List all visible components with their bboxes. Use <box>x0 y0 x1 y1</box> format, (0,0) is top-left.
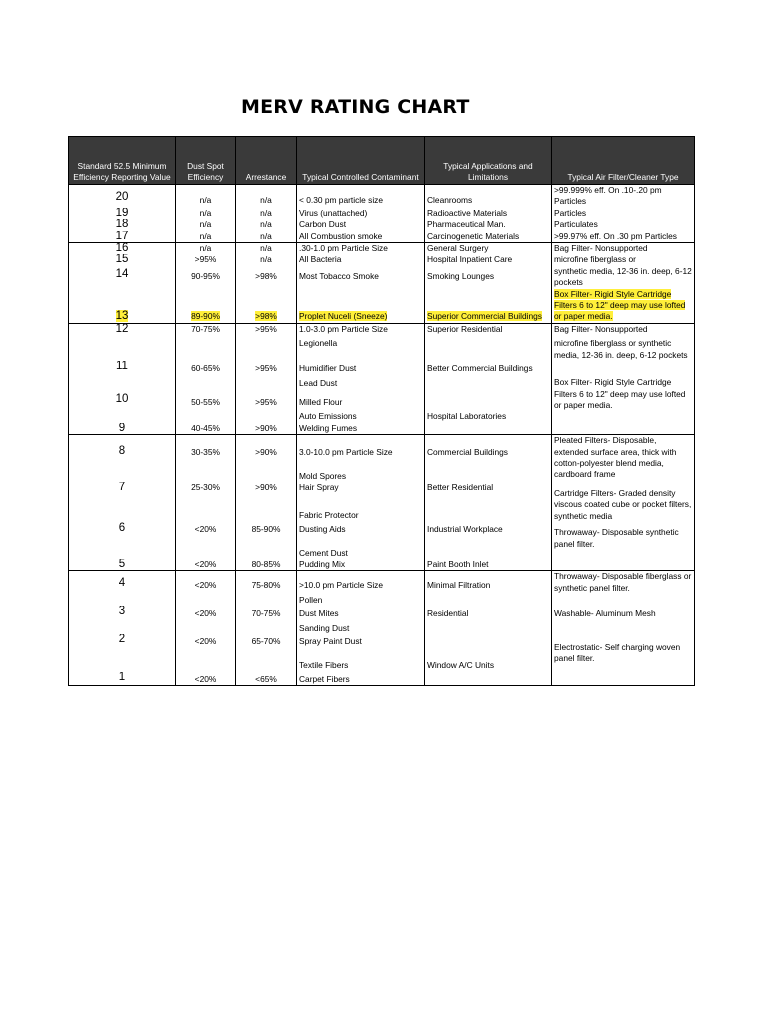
application-cell: General Surgery <box>425 243 552 255</box>
table-row <box>69 254 695 265</box>
arrestance-cell: >90% <box>236 482 297 522</box>
dust-spot-cell: <20% <box>176 522 236 559</box>
group-merv-9-12 <box>69 323 695 434</box>
contaminant-line: Spray Paint Dust <box>299 636 362 646</box>
contaminant-line: 3.0-10.0 pm Particle Size <box>299 447 393 458</box>
dust-spot-cell <box>176 289 236 324</box>
table-row <box>69 672 695 686</box>
arrestance-cell: 85-90% <box>236 522 297 559</box>
header-merv: Standard 52.5 Minimum Efficiency Reporting Value <box>69 137 176 185</box>
contaminant-cell: < 0.30 pm particle size <box>297 185 425 208</box>
table-row <box>69 559 695 571</box>
arrestance-cell: >95% <box>236 361 297 389</box>
merv-value: 5 <box>69 559 176 571</box>
filter-type-cell: Bag Filter- Nonsupported <box>552 243 695 255</box>
filter-type-cell: Particles <box>552 208 695 219</box>
merv-rating-table <box>68 136 695 686</box>
group-merv-13-16 <box>69 243 695 324</box>
application-cell: Residential <box>425 606 552 634</box>
merv-value: 3 <box>69 606 176 634</box>
merv-value: 16 <box>69 243 176 255</box>
table-row <box>69 606 695 634</box>
contaminant-cell: All Combustion smoke <box>297 231 425 243</box>
filter-type-cell <box>552 323 695 361</box>
contaminant-line: Hair Spray <box>299 481 339 492</box>
dust-spot-cell: 30-35% <box>176 435 236 482</box>
dust-spot-cell: <20% <box>176 606 236 634</box>
table-row <box>69 482 695 522</box>
application-cell <box>425 672 552 686</box>
filter-type-cell: microfine fiberglass or <box>552 254 695 265</box>
merv-value: 19 <box>69 208 176 219</box>
contaminant-cell: Welding Fumes <box>297 423 425 435</box>
application-cell: Radioactive Materials <box>425 208 552 219</box>
contaminant-line: Lead Dust <box>299 377 338 388</box>
contaminant-cell <box>297 522 425 559</box>
dust-spot-cell: n/a <box>176 243 236 255</box>
filter-type-cell: synthetic media, 12-36 in. deep, 6-12 pockets <box>552 266 695 289</box>
highlighted-text: 89-90% <box>191 311 220 322</box>
application-cell: Better Commercial Buildings <box>425 361 552 389</box>
contaminant-cell <box>297 389 425 423</box>
header-dust-spot: Dust Spot Efficiency <box>176 137 236 185</box>
application-cell <box>425 289 552 324</box>
contaminant-cell <box>297 606 425 634</box>
highlighted-text: Superior Commercial Buildings <box>427 311 542 322</box>
contaminant-cell <box>297 361 425 389</box>
filter-type-cell: >99.97% eff. On .30 pm Particles <box>552 231 695 243</box>
filter-type-cell: Pleated Filters- Disposable, extended surface area, thick with cotton-polyester blend media, cardboard frame <box>552 435 695 482</box>
dust-spot-cell: 40-45% <box>176 423 236 435</box>
table-row <box>69 522 695 559</box>
table-row <box>69 435 695 482</box>
dust-spot-cell: <20% <box>176 634 236 672</box>
dust-spot-cell: 60-65% <box>176 361 236 389</box>
application-cell: Pharmaceutical Man. <box>425 219 552 230</box>
merv-value: 7 <box>69 482 176 522</box>
dust-spot-cell: <20% <box>176 571 236 606</box>
filter-type-cell: Electrostatic- Self charging woven panel filter. <box>552 634 695 672</box>
arrestance-cell <box>236 289 297 324</box>
contaminant-line: 1.0-3.0 pm Particle Size <box>299 323 388 334</box>
dust-spot-cell: <20% <box>176 559 236 571</box>
merv-value: 18 <box>69 219 176 230</box>
contaminant-line: Auto Emissions <box>299 411 357 422</box>
table-row <box>69 243 695 255</box>
dust-spot-cell: n/a <box>176 231 236 243</box>
contaminant-cell <box>297 435 425 482</box>
filter-type-cell: Washable- Aluminum Mesh <box>552 606 695 634</box>
highlighted-text: Box Filter- Rigid Style Cartridge Filters 6 to 12" deep may use lofted or paper media. <box>554 288 686 322</box>
table-row <box>69 323 695 361</box>
arrestance-cell: >90% <box>236 423 297 435</box>
highlighted-text: Proplet Nuceli (Sneeze) <box>299 311 388 322</box>
contaminant-line: Pollen <box>299 594 323 605</box>
contaminant-line: Sanding Dust <box>299 622 350 633</box>
filter-line: microfine fiberglass or synthetic media, 12-36 in. deep, 6-12 pockets <box>554 338 688 360</box>
merv-value: 11 <box>69 361 176 389</box>
table-row <box>69 571 695 606</box>
application-cell: Paint Booth Inlet <box>425 559 552 571</box>
contaminant-line: Milled Flour <box>299 396 343 407</box>
header-row <box>69 137 695 185</box>
header-arrestance: Arrestance <box>236 137 297 185</box>
merv-value: 9 <box>69 423 176 435</box>
filter-type-cell: Particulates <box>552 219 695 230</box>
merv-value: 15 <box>69 254 176 265</box>
dust-spot-cell: n/a <box>176 219 236 230</box>
contaminant-line: Fabric Protector <box>299 510 359 521</box>
dust-spot-cell: 25-30% <box>176 482 236 522</box>
filter-type-cell <box>552 672 695 686</box>
table-row <box>69 266 695 289</box>
merv-13-highlight: 13 <box>115 310 129 323</box>
arrestance-cell: >90% <box>236 435 297 482</box>
contaminant-cell: .30-1.0 pm Particle Size <box>297 243 425 255</box>
filter-type-cell <box>552 423 695 435</box>
application-cell: Better Residential <box>425 482 552 522</box>
dust-spot-cell: >95% <box>176 254 236 265</box>
contaminant-line: Dust Mites <box>299 608 339 619</box>
filter-line: Bag Filter- Nonsupported <box>554 323 648 334</box>
arrestance-cell: >98% <box>236 266 297 289</box>
filter-type-cell: Throwaway- Disposable fiberglass or synthetic panel filter. <box>552 571 695 606</box>
table-row <box>69 423 695 435</box>
dust-spot-cell: <20% <box>176 672 236 686</box>
table-row-highlighted <box>69 289 695 324</box>
group-merv-17-20 <box>69 185 695 243</box>
merv-value: 20 <box>69 185 176 208</box>
filter-type-cell <box>552 185 695 208</box>
arrestance-cell: 65-70% <box>236 634 297 672</box>
dust-spot-cell: 90-95% <box>176 266 236 289</box>
arrestance-cell: >95% <box>236 323 297 361</box>
contaminant-line: Legionella <box>299 338 338 349</box>
arrestance-cell: n/a <box>236 231 297 243</box>
merv-value: 10 <box>69 389 176 423</box>
filter-type-cell: Cartridge Filters- Graded density viscous coated cube or pocket filters, synthetic media <box>552 482 695 522</box>
arrestance-cell: 80-85% <box>236 559 297 571</box>
contaminant-cell: Carbon Dust <box>297 219 425 230</box>
arrestance-cell: 70-75% <box>236 606 297 634</box>
contaminant-cell <box>297 482 425 522</box>
contaminant-cell: Most Tobacco Smoke <box>297 266 425 289</box>
application-cell: Hospital Laboratories <box>425 389 552 423</box>
contaminant-line: Cement Dust <box>299 547 348 558</box>
table-row <box>69 219 695 230</box>
application-cell: Superior Residential <box>425 323 552 361</box>
table-row <box>69 634 695 672</box>
contaminant-line: >10.0 pm Particle Size <box>299 580 384 591</box>
application-cell: Carcinogenetic Materials <box>425 231 552 243</box>
filter-type-cell <box>552 289 695 324</box>
contaminant-line: Textile Fibers <box>299 660 349 671</box>
merv-value: 2 <box>69 634 176 672</box>
merv-value: 14 <box>69 266 176 289</box>
contaminant-cell: Pudding Mix <box>297 559 425 571</box>
application-cell: Minimal Filtration <box>425 571 552 606</box>
filter-line: >99.999% eff. On .10-.20 pm <box>554 185 662 195</box>
table-row <box>69 185 695 208</box>
arrestance-cell: n/a <box>236 208 297 219</box>
contaminant-cell: Virus (unattached) <box>297 208 425 219</box>
dust-spot-cell: 70-75% <box>176 323 236 361</box>
filter-type-cell: Box Filter- Rigid Style Cartridge Filters 6 to 12" deep may use lofted or paper media. <box>552 361 695 423</box>
application-cell: Commercial Buildings <box>425 435 552 482</box>
page-title: MERV RATING CHART <box>241 96 470 118</box>
highlighted-text: >98% <box>255 311 277 322</box>
filter-line: Particles <box>554 196 587 207</box>
header-contaminant: Typical Controlled Contaminant <box>297 137 425 185</box>
merv-value: 6 <box>69 522 176 559</box>
merv-value: 17 <box>69 231 176 243</box>
table-row <box>69 208 695 219</box>
application-cell: Industrial Workplace <box>425 522 552 559</box>
application-cell: Cleanrooms <box>425 185 552 208</box>
contaminant-line: Humidifier Dust <box>299 363 357 374</box>
contaminant-cell <box>297 571 425 606</box>
merv-value: 4 <box>69 571 176 606</box>
group-merv-1-4 <box>69 571 695 686</box>
application-cell: Window A/C Units <box>425 634 552 672</box>
contaminant-cell: Carpet Fibers <box>297 672 425 686</box>
arrestance-cell: n/a <box>236 243 297 255</box>
contaminant-cell <box>297 323 425 361</box>
application-cell: Hospital Inpatient Care <box>425 254 552 265</box>
merv-value: 1 <box>69 672 176 686</box>
contaminant-line: Dusting Aids <box>299 524 346 535</box>
merv-value: 8 <box>69 435 176 482</box>
arrestance-cell: >95% <box>236 389 297 423</box>
header-filter-type: Typical Air Filter/Cleaner Type <box>552 137 695 185</box>
merv-value <box>69 289 176 324</box>
contaminant-line: Mold Spores <box>299 470 347 481</box>
table-row <box>69 361 695 389</box>
filter-type-cell: Throwaway- Disposable synthetic panel filter. <box>552 522 695 559</box>
arrestance-cell: n/a <box>236 219 297 230</box>
application-cell: Smoking Lounges <box>425 266 552 289</box>
contaminant-cell <box>297 634 425 672</box>
dust-spot-cell: n/a <box>176 185 236 208</box>
group-merv-5-8 <box>69 435 695 571</box>
arrestance-cell: n/a <box>236 185 297 208</box>
arrestance-cell: <65% <box>236 672 297 686</box>
merv-value: 12 <box>69 323 176 361</box>
contaminant-cell <box>297 289 425 324</box>
dust-spot-cell: 50-55% <box>176 389 236 423</box>
dust-spot-cell: n/a <box>176 208 236 219</box>
application-cell <box>425 423 552 435</box>
arrestance-cell: 75-80% <box>236 571 297 606</box>
contaminant-cell: All Bacteria <box>297 254 425 265</box>
header-applications: Typical Applications and Limitations <box>425 137 552 185</box>
arrestance-cell: n/a <box>236 254 297 265</box>
filter-type-cell <box>552 559 695 571</box>
table-row <box>69 231 695 243</box>
